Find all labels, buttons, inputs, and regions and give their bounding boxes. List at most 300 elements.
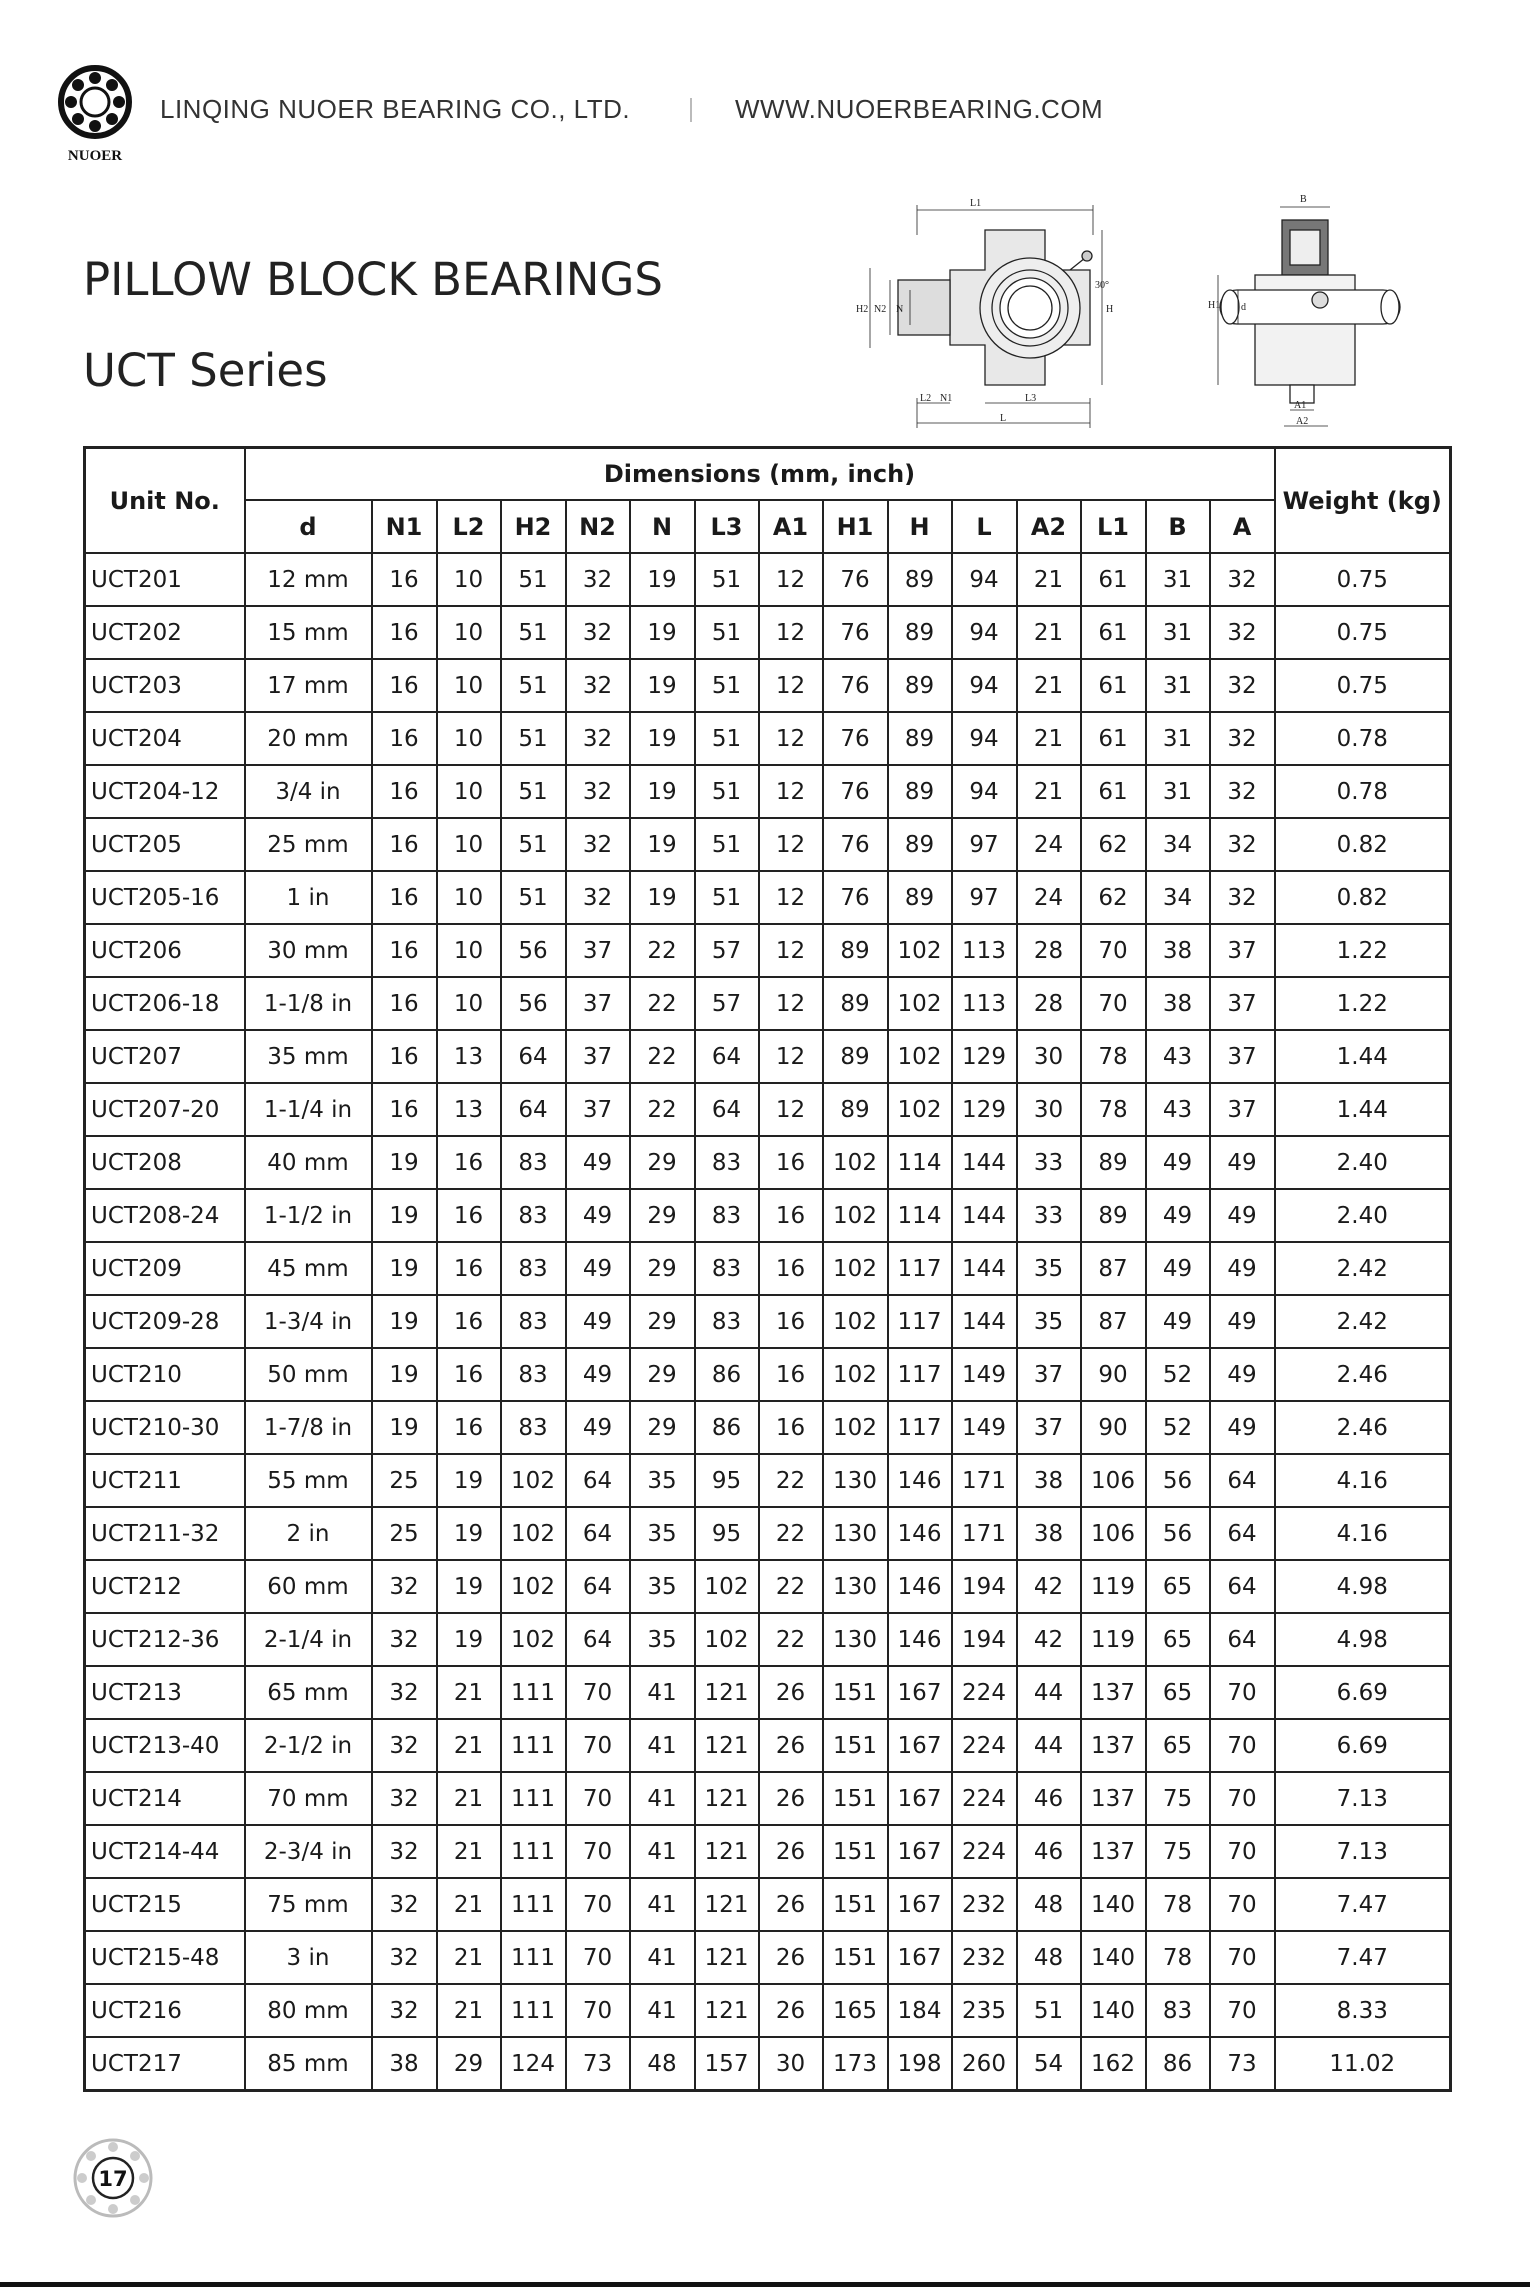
- dimension-cell: 41: [630, 1878, 695, 1931]
- dimension-cell: 121: [695, 1719, 759, 1772]
- dimension-cell: 56: [1146, 1507, 1210, 1560]
- dimension-cell: 43: [1146, 1083, 1210, 1136]
- dimension-cell: 157: [695, 2037, 759, 2091]
- dimension-cell: 78: [1146, 1878, 1210, 1931]
- dimension-cell: 32: [372, 1666, 437, 1719]
- dimension-cell: 64: [566, 1613, 630, 1666]
- company-name: LINQING NUOER BEARING CO., LTD.: [160, 94, 631, 124]
- dimension-cell: 22: [630, 924, 695, 977]
- dimension-cell: 26: [759, 1931, 823, 1984]
- table-row: [85, 712, 1451, 765]
- dimension-cell: 35: [630, 1560, 695, 1613]
- dimension-cell: 65: [1146, 1719, 1210, 1772]
- dimension-cell: 12: [759, 712, 823, 765]
- dimension-cell: 29: [630, 1295, 695, 1348]
- dimension-cell: 83: [501, 1136, 566, 1189]
- dimension-cell: 12: [759, 765, 823, 818]
- dimension-cell: 2-1/2 in: [245, 1719, 372, 1772]
- side-view-drawing: [1210, 190, 1410, 438]
- dimension-cell: 89: [888, 606, 952, 659]
- unit-no-cell: UCT204-12: [85, 765, 245, 818]
- weight-cell: 11.02: [1275, 2037, 1451, 2091]
- unit-no-cell: UCT209: [85, 1242, 245, 1295]
- dimension-cell: 97: [952, 871, 1017, 924]
- dimension-cell: 144: [952, 1189, 1017, 1242]
- dimension-cell: 149: [952, 1401, 1017, 1454]
- dimension-cell: 10: [437, 765, 501, 818]
- dimension-cell: 51: [695, 659, 759, 712]
- dimension-cell: 86: [1146, 2037, 1210, 2091]
- dimension-cell: 102: [888, 1030, 952, 1083]
- dim-label-l1: L1: [970, 198, 982, 209]
- table-row: [85, 1507, 1451, 1560]
- weight-cell: 1.22: [1275, 977, 1451, 1030]
- dimension-cell: 61: [1081, 659, 1146, 712]
- dimension-cell: 65: [1146, 1666, 1210, 1719]
- unit-no-cell: UCT208: [85, 1136, 245, 1189]
- dimension-cell: 102: [888, 1083, 952, 1136]
- dimension-cell: 162: [1081, 2037, 1146, 2091]
- dimension-cell: 167: [888, 1719, 952, 1772]
- dimension-cell: 146: [888, 1507, 952, 1560]
- dimension-cell: 38: [1017, 1454, 1081, 1507]
- dimension-cell: 167: [888, 1931, 952, 1984]
- dimension-cell: 111: [501, 1878, 566, 1931]
- dimension-cell: 1-3/4 in: [245, 1295, 372, 1348]
- dimension-cell: 49: [566, 1348, 630, 1401]
- dimension-cell: 2 in: [245, 1507, 372, 1560]
- dimension-cell: 235: [952, 1984, 1017, 2037]
- dimension-cell: 102: [823, 1189, 888, 1242]
- dimension-cell: 33: [1017, 1189, 1081, 1242]
- dimension-cell: 51: [501, 659, 566, 712]
- dimension-cell: 51: [695, 712, 759, 765]
- dimension-cell: 137: [1081, 1666, 1146, 1719]
- dimension-cell: 16: [372, 1083, 437, 1136]
- dimension-cell: 89: [1081, 1189, 1146, 1242]
- dimension-cell: 41: [630, 1666, 695, 1719]
- dimension-cell: 54: [1017, 2037, 1081, 2091]
- dimension-cell: 121: [695, 1878, 759, 1931]
- unit-no-cell: UCT207-20: [85, 1083, 245, 1136]
- weight-cell: 0.75: [1275, 606, 1451, 659]
- dimension-cell: 46: [1017, 1772, 1081, 1825]
- table-row: [85, 1613, 1451, 1666]
- dimension-cell: 48: [1017, 1878, 1081, 1931]
- dimension-cell: 25: [372, 1507, 437, 1560]
- unit-no-cell: UCT205: [85, 818, 245, 871]
- table-row: [85, 1030, 1451, 1083]
- dimension-cell: 102: [501, 1507, 566, 1560]
- dimension-cell: 78: [1081, 1030, 1146, 1083]
- dimension-cell: 46: [1017, 1825, 1081, 1878]
- dimension-cell: 16: [372, 924, 437, 977]
- dimension-cell: 83: [1146, 1984, 1210, 2037]
- dimension-cell: 102: [695, 1613, 759, 1666]
- dimension-cell: 144: [952, 1295, 1017, 1348]
- table-row: [85, 1878, 1451, 1931]
- dimension-cell: 49: [1146, 1136, 1210, 1189]
- table-row: [85, 1772, 1451, 1825]
- dimension-cell: 111: [501, 1825, 566, 1878]
- dimension-cell: 38: [1017, 1507, 1081, 1560]
- unit-no-cell: UCT211: [85, 1454, 245, 1507]
- dimension-cell: 57: [695, 977, 759, 1030]
- dimension-cell: 10: [437, 871, 501, 924]
- dimension-cell: 21: [1017, 606, 1081, 659]
- dimension-cell: 114: [888, 1189, 952, 1242]
- dimension-cell: 48: [1017, 1931, 1081, 1984]
- dimension-cell: 22: [759, 1560, 823, 1613]
- dimension-cell: 51: [501, 606, 566, 659]
- dimension-cell: 25 mm: [245, 818, 372, 871]
- dimension-cell: 70: [566, 1878, 630, 1931]
- dimension-cell: 52: [1146, 1348, 1210, 1401]
- unit-no-cell: UCT214: [85, 1772, 245, 1825]
- dimension-cell: 224: [952, 1719, 1017, 1772]
- page-number-badge: [72, 2137, 154, 2219]
- dimension-cell: 35 mm: [245, 1030, 372, 1083]
- unit-no-cell: UCT212: [85, 1560, 245, 1613]
- dimension-cell: 85 mm: [245, 2037, 372, 2091]
- dimension-cell: 198: [888, 2037, 952, 2091]
- dimension-cell: 89: [1081, 1136, 1146, 1189]
- dimension-cell: 32: [372, 1984, 437, 2037]
- dimension-cell: 16: [437, 1136, 501, 1189]
- weight-cell: 7.13: [1275, 1772, 1451, 1825]
- unit-no-cell: UCT213-40: [85, 1719, 245, 1772]
- dimension-cell: 13: [437, 1030, 501, 1083]
- dimension-cell: 32: [1210, 659, 1275, 712]
- dimension-cell: 16: [372, 659, 437, 712]
- dimension-cell: 76: [823, 712, 888, 765]
- dimension-cell: 95: [695, 1507, 759, 1560]
- dimension-cell: 49: [1146, 1189, 1210, 1242]
- dimension-cell: 16: [759, 1189, 823, 1242]
- dimension-cell: 16: [759, 1401, 823, 1454]
- dimension-cell: 30: [759, 2037, 823, 2091]
- weight-cell: 1.44: [1275, 1030, 1451, 1083]
- dimension-cell: 40 mm: [245, 1136, 372, 1189]
- dimension-cell: 19: [630, 712, 695, 765]
- table-row: [85, 924, 1451, 977]
- dimension-cell: 32: [372, 1931, 437, 1984]
- dimension-cell: 21: [1017, 659, 1081, 712]
- header-unit-no: Unit No.: [85, 448, 245, 554]
- column-header-l3: L3: [695, 500, 759, 553]
- weight-cell: 2.42: [1275, 1242, 1451, 1295]
- dimension-cell: 52: [1146, 1401, 1210, 1454]
- weight-cell: 2.40: [1275, 1136, 1451, 1189]
- dimension-cell: 151: [823, 1666, 888, 1719]
- dimension-cell: 64: [695, 1030, 759, 1083]
- dimension-cell: 89: [823, 924, 888, 977]
- weight-cell: 7.13: [1275, 1825, 1451, 1878]
- table-row: [85, 1401, 1451, 1454]
- table-row: [85, 871, 1451, 924]
- unit-no-cell: UCT208-24: [85, 1189, 245, 1242]
- dimension-cell: 16: [759, 1295, 823, 1348]
- dim-label-a1: A1: [1294, 400, 1307, 411]
- dimension-cell: 1-1/4 in: [245, 1083, 372, 1136]
- column-header-a1: A1: [759, 500, 823, 553]
- series-subtitle: UCT Series: [83, 344, 328, 397]
- dimension-cell: 146: [888, 1613, 952, 1666]
- dimension-cell: 94: [952, 765, 1017, 818]
- dimension-cell: 49: [1146, 1295, 1210, 1348]
- dimension-cell: 117: [888, 1295, 952, 1348]
- dimension-cell: 86: [695, 1348, 759, 1401]
- weight-cell: 0.82: [1275, 818, 1451, 871]
- dimension-cell: 111: [501, 1984, 566, 2037]
- dimension-cell: 102: [823, 1401, 888, 1454]
- dimension-cell: 22: [630, 1030, 695, 1083]
- dimension-cell: 38: [1146, 977, 1210, 1030]
- dimension-cell: 19: [437, 1560, 501, 1613]
- dimension-cell: 83: [501, 1189, 566, 1242]
- dimension-cell: 61: [1081, 606, 1146, 659]
- dimension-cell: 16: [437, 1348, 501, 1401]
- dimension-cell: 49: [566, 1136, 630, 1189]
- dimension-cell: 25: [372, 1454, 437, 1507]
- dim-label-b: B: [1300, 194, 1307, 205]
- dimension-cell: 1-7/8 in: [245, 1401, 372, 1454]
- dimension-cell: 12: [759, 606, 823, 659]
- dimension-cell: 83: [501, 1242, 566, 1295]
- dimension-cell: 3 in: [245, 1931, 372, 1984]
- dimension-cell: 130: [823, 1507, 888, 1560]
- front-view-drawing: [840, 190, 1115, 438]
- dimension-cell: 102: [823, 1295, 888, 1348]
- dimension-cell: 64: [566, 1454, 630, 1507]
- dimension-cell: 97: [952, 818, 1017, 871]
- dimension-cell: 15 mm: [245, 606, 372, 659]
- dimension-cell: 2-3/4 in: [245, 1825, 372, 1878]
- dimension-cell: 83: [695, 1189, 759, 1242]
- weight-cell: 2.46: [1275, 1348, 1451, 1401]
- page-title: PILLOW BLOCK BEARINGS: [83, 253, 663, 306]
- dimension-cell: 70: [566, 1772, 630, 1825]
- dimension-cell: 1 in: [245, 871, 372, 924]
- dimension-cell: 37: [1210, 1030, 1275, 1083]
- weight-cell: 6.69: [1275, 1719, 1451, 1772]
- dimension-cell: 33: [1017, 1136, 1081, 1189]
- dimension-cell: 146: [888, 1560, 952, 1613]
- dimension-cell: 51: [501, 871, 566, 924]
- dimension-cell: 26: [759, 1984, 823, 2037]
- dimension-cell: 16: [437, 1295, 501, 1348]
- dimension-cell: 232: [952, 1878, 1017, 1931]
- dimension-cell: 56: [501, 977, 566, 1030]
- dimension-cell: 76: [823, 553, 888, 606]
- header-weight: Weight (kg): [1275, 448, 1451, 554]
- dimension-cell: 119: [1081, 1560, 1146, 1613]
- unit-no-cell: UCT206: [85, 924, 245, 977]
- table-row: [85, 765, 1451, 818]
- dimension-cell: 32: [372, 1560, 437, 1613]
- dimension-cell: 19: [437, 1613, 501, 1666]
- dimension-cell: 32: [566, 659, 630, 712]
- column-header-a2: A2: [1017, 500, 1081, 553]
- dimension-cell: 26: [759, 1666, 823, 1719]
- dimension-cell: 106: [1081, 1507, 1146, 1560]
- dimension-cell: 83: [695, 1295, 759, 1348]
- dimension-cell: 19: [372, 1242, 437, 1295]
- dimension-cell: 10: [437, 659, 501, 712]
- dimension-cell: 30 mm: [245, 924, 372, 977]
- dimension-cell: 70: [566, 1825, 630, 1878]
- dimension-cell: 1-1/8 in: [245, 977, 372, 1030]
- dimension-cell: 32: [1210, 712, 1275, 765]
- dimension-cell: 16: [372, 818, 437, 871]
- dimension-cell: 32: [372, 1772, 437, 1825]
- dimension-cell: 32: [566, 765, 630, 818]
- dimension-cell: 22: [759, 1507, 823, 1560]
- unit-no-cell: UCT206-18: [85, 977, 245, 1030]
- unit-no-cell: UCT207: [85, 1030, 245, 1083]
- dimension-cell: 51: [501, 712, 566, 765]
- dimension-cell: 102: [695, 1560, 759, 1613]
- dimension-cell: 94: [952, 712, 1017, 765]
- dimension-cell: 12: [759, 1083, 823, 1136]
- dim-label-h: H: [1106, 304, 1114, 315]
- column-header-row: [85, 500, 1451, 553]
- dim-label-n2: N2: [874, 304, 887, 315]
- column-header-l2: L2: [437, 500, 501, 553]
- dimension-cell: 89: [888, 765, 952, 818]
- column-header-a: A: [1210, 500, 1275, 553]
- dimension-cell: 65: [1146, 1613, 1210, 1666]
- dimension-cell: 165: [823, 1984, 888, 2037]
- dim-label-l2: L2: [920, 393, 932, 404]
- dimension-cell: 19: [372, 1348, 437, 1401]
- dimension-cell: 49: [1210, 1348, 1275, 1401]
- dimension-cell: 144: [952, 1136, 1017, 1189]
- weight-cell: 2.42: [1275, 1295, 1451, 1348]
- dimension-cell: 102: [823, 1348, 888, 1401]
- page-number: 17: [98, 2167, 128, 2191]
- dimension-cell: 38: [1146, 924, 1210, 977]
- dimension-cell: 167: [888, 1666, 952, 1719]
- dimension-cell: 73: [1210, 2037, 1275, 2091]
- dimension-cell: 41: [630, 1772, 695, 1825]
- dimension-cell: 37: [1210, 924, 1275, 977]
- table-row: [85, 977, 1451, 1030]
- dimension-cell: 26: [759, 1719, 823, 1772]
- dimension-cell: 22: [759, 1613, 823, 1666]
- dimension-cell: 31: [1146, 606, 1210, 659]
- dimension-cell: 78: [1146, 1931, 1210, 1984]
- dimension-cell: 70: [1210, 1984, 1275, 2037]
- dimension-cell: 106: [1081, 1454, 1146, 1507]
- dimension-cell: 41: [630, 1825, 695, 1878]
- dimension-cell: 37: [1017, 1348, 1081, 1401]
- dimension-cell: 49: [566, 1401, 630, 1454]
- dimension-cell: 89: [888, 712, 952, 765]
- weight-cell: 4.98: [1275, 1560, 1451, 1613]
- dimension-cell: 224: [952, 1825, 1017, 1878]
- weight-cell: 0.75: [1275, 553, 1451, 606]
- dimension-cell: 146: [888, 1454, 952, 1507]
- dimension-cell: 83: [695, 1242, 759, 1295]
- weight-cell: 7.47: [1275, 1878, 1451, 1931]
- weight-cell: 8.33: [1275, 1984, 1451, 2037]
- table-row: [85, 2037, 1451, 2091]
- dimension-cell: 19: [630, 659, 695, 712]
- dimension-cell: 12: [759, 977, 823, 1030]
- dimension-cell: 31: [1146, 553, 1210, 606]
- spec-table: [83, 446, 1452, 2092]
- dimension-cell: 51: [695, 606, 759, 659]
- dimension-cell: 26: [759, 1878, 823, 1931]
- table-row: [85, 1666, 1451, 1719]
- dimension-cell: 102: [823, 1136, 888, 1189]
- dimension-cell: 55 mm: [245, 1454, 372, 1507]
- weight-cell: 0.82: [1275, 871, 1451, 924]
- dimension-cell: 194: [952, 1613, 1017, 1666]
- column-header-b: B: [1146, 500, 1210, 553]
- dimension-cell: 64: [1210, 1613, 1275, 1666]
- dimension-cell: 10: [437, 818, 501, 871]
- weight-cell: 2.40: [1275, 1189, 1451, 1242]
- dimension-cell: 32: [372, 1825, 437, 1878]
- dimension-cell: 21: [437, 1772, 501, 1825]
- dimension-cell: 32: [566, 606, 630, 659]
- column-header-d: d: [245, 500, 372, 553]
- dimension-cell: 49: [1210, 1401, 1275, 1454]
- dimension-cell: 19: [372, 1136, 437, 1189]
- unit-no-cell: UCT215: [85, 1878, 245, 1931]
- table-row: [85, 1348, 1451, 1401]
- dimension-cell: 12: [759, 1030, 823, 1083]
- dimension-cell: 19: [372, 1295, 437, 1348]
- dimension-cell: 119: [1081, 1613, 1146, 1666]
- table-row: [85, 1825, 1451, 1878]
- table-row: [85, 659, 1451, 712]
- dimension-cell: 19: [630, 765, 695, 818]
- table-row: [85, 553, 1451, 606]
- table-row: [85, 1931, 1451, 1984]
- dimension-cell: 10: [437, 712, 501, 765]
- dimension-cell: 49: [1210, 1295, 1275, 1348]
- header-dimensions: Dimensions (mm, inch): [245, 448, 1275, 501]
- dimension-cell: 32: [1210, 871, 1275, 924]
- dimension-cell: 50 mm: [245, 1348, 372, 1401]
- dimension-cell: 64: [501, 1030, 566, 1083]
- weight-cell: 4.98: [1275, 1613, 1451, 1666]
- dimension-cell: 51: [1017, 1984, 1081, 2037]
- dimension-cell: 37: [566, 977, 630, 1030]
- dimension-cell: 121: [695, 1666, 759, 1719]
- dimension-cell: 37: [1017, 1401, 1081, 1454]
- dimension-cell: 35: [1017, 1242, 1081, 1295]
- dimension-cell: 28: [1017, 924, 1081, 977]
- dimension-cell: 22: [630, 1083, 695, 1136]
- dimension-cell: 48: [630, 2037, 695, 2091]
- dimension-cell: 16: [372, 977, 437, 1030]
- column-header-n: N: [630, 500, 695, 553]
- dimension-cell: 64: [566, 1507, 630, 1560]
- dimension-cell: 16: [437, 1401, 501, 1454]
- dimension-cell: 13: [437, 1083, 501, 1136]
- dimension-cell: 89: [888, 871, 952, 924]
- dimension-cell: 28: [1017, 977, 1081, 1030]
- dimension-cell: 51: [695, 765, 759, 818]
- dimension-cell: 149: [952, 1348, 1017, 1401]
- unit-no-cell: UCT210: [85, 1348, 245, 1401]
- dimension-cell: 35: [630, 1613, 695, 1666]
- dimension-cell: 94: [952, 606, 1017, 659]
